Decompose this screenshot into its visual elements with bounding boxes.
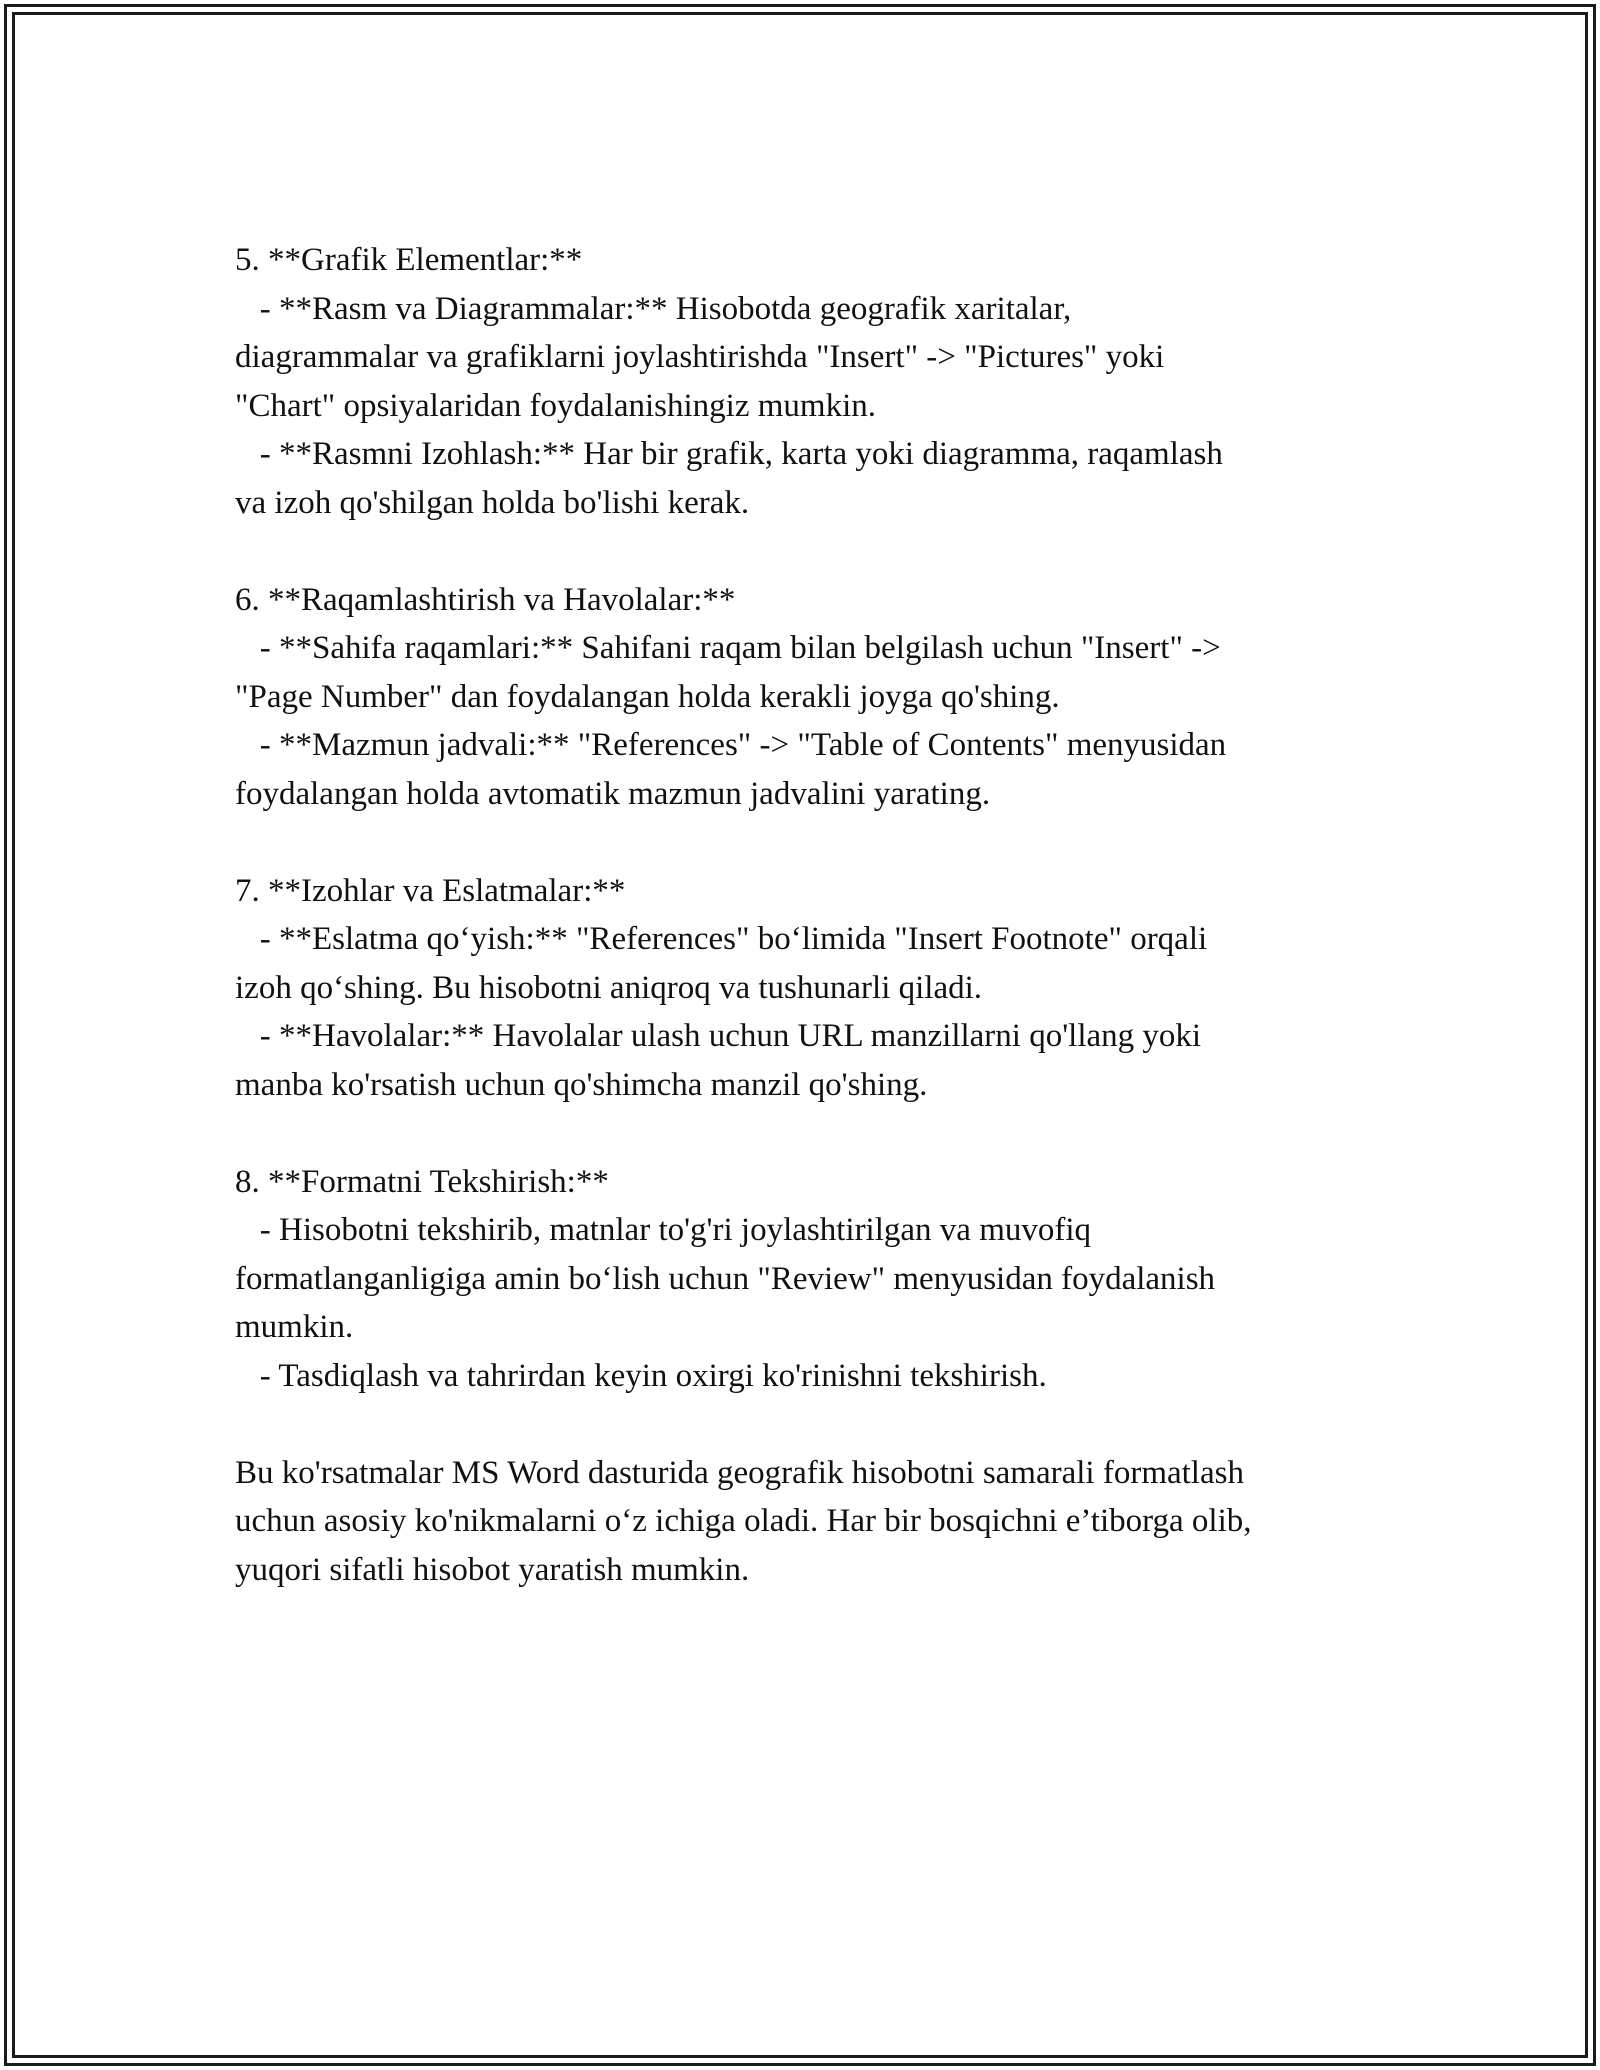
text-line: - **Rasm va Diagrammalar:** Hisobotda geografik xaritalar, [235,290,1072,327]
text-line: va izoh qo'shilgan holda bo'lishi kerak. [235,484,750,521]
document-body [235,236,1410,1594]
text-line: mumkin. [235,1309,354,1345]
blank-line [235,818,1410,867]
text-line: 5. **Grafik Elementlar:** [235,242,583,278]
text-line: Bu ko'rsatmalar MS Word dasturida geografik hisobotni samarali formatlash [235,1454,1244,1491]
text-line: - **Rasmni Izohlash:** Har bir grafik, karta yoki diagramma, raqamlash [235,436,1223,472]
text-line: formatlanganligiga amin bo‘lish uchun "Review" menyusidan foydalanish [235,1260,1216,1297]
text-line: - **Mazmun jadvali:** "References" -> "Table of Contents" menyusidan [235,727,1227,763]
text-line: - Hisobotni tekshirib, matnlar to'g'ri joylashtirilgan va muvofiq [235,1212,1092,1248]
text-line: uchun asosiy ko'nikmalarni o‘z ichiga oladi. Har bir bosqichni e’tiborga olib, [235,1503,1252,1539]
text-line: - **Eslatma qo‘yish:** "References" bo‘limida "Insert Footnote" orqali [235,921,1208,957]
blank-line [235,1109,1410,1158]
text-line: 6. **Raqamlashtirish va Havolalar:** [235,581,736,618]
blank-line [235,1400,1410,1449]
text-line: "Page Number" dan foydalangan holda kerakli joyga qo'shing. [235,678,1060,715]
blank-line [235,527,1410,576]
text-line: foydalangan holda avtomatik mazmun jadvalini yarating. [235,775,991,812]
text-line: diagrammalar va grafiklarni joylashtirishda "Insert" -> "Pictures" yoki [235,339,1165,375]
text-line: "Chart" opsiyalaridan foydalanishingiz mumkin. [235,387,876,424]
text-line: - **Sahifa raqamlari:** Sahifani raqam bilan belgilash uchun "Insert" -> [235,630,1221,666]
text-line: yuqori sifatli hisobot yaratish mumkin. [235,1551,750,1588]
text-line: 8. **Formatni Tekshirish:** [235,1163,609,1200]
text-line: 7. **Izohlar va Eslatmalar:** [235,872,626,909]
text-line: - **Havolalar:** Havolalar ulash uchun URL manzillarni qo'llang yoki [235,1018,1202,1054]
text-line: izoh qo‘shing. Bu hisobotni aniqroq va tushunarli qiladi. [235,969,983,1006]
text-line: - Tasdiqlash va tahrirdan keyin oxirgi ko'rinishni tekshirish. [235,1357,1047,1394]
text-line: manba ko'rsatish uchun qo'shimcha manzil qo'shing. [235,1066,928,1103]
